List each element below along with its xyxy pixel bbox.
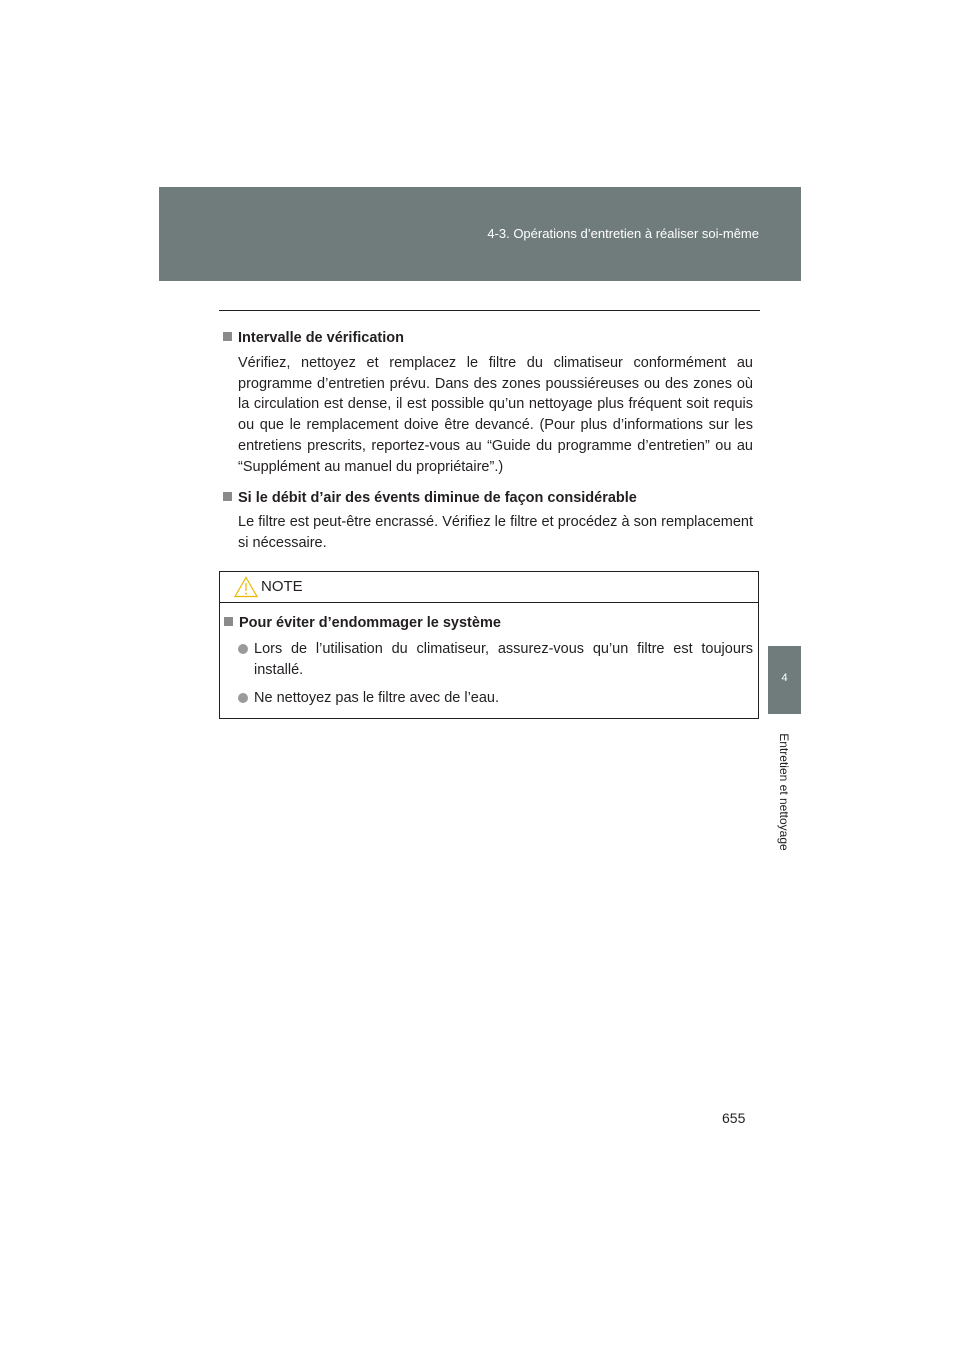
chapter-label: Entretien et nettoyage	[777, 733, 791, 851]
note-item-text: Ne nettoyez pas le filtre avec de l’eau.	[254, 690, 500, 707]
warning-triangle-icon	[234, 576, 258, 598]
section-heading-interval	[223, 328, 753, 349]
square-bullet-icon	[224, 617, 233, 626]
note-body	[224, 613, 753, 709]
dot-bullet-icon	[238, 644, 248, 654]
section-title: 4-3. Opérations d’entretien à réaliser soi-même	[487, 226, 759, 241]
chapter-number: 4	[781, 672, 788, 684]
note-box	[219, 571, 759, 719]
square-bullet-icon	[223, 332, 232, 341]
note-item	[238, 688, 753, 709]
note-label: NOTE	[261, 578, 303, 595]
section-heading-airflow	[223, 488, 753, 509]
header-band	[159, 187, 801, 281]
note-header	[220, 572, 758, 603]
note-item	[238, 639, 753, 681]
section-body-interval: Vérifiez, nettoyez et remplacez le filtre du climatiseur conformément au programme d’entretien prévu. Dans des zones poussiéreuses ou des zones où la circulation est dense, il est possible qu’un nettoyage plus fréquent soit requis ou que le remplacement doive être devancé. (Pour plus d’informations sur les entretiens prescrits, reportez-vous au “Guide du programme d’entretien” ou au “Supplément au manuel du propriétaire”.)	[238, 354, 753, 475]
dot-bullet-icon	[238, 693, 248, 703]
top-divider	[219, 310, 760, 311]
note-heading-text: Pour éviter d’endommager le système	[239, 615, 501, 631]
section-heading-text: Si le débit d’air des évents diminue de façon considérable	[238, 489, 637, 506]
main-content	[223, 328, 753, 554]
section-body-airflow: Le filtre est peut-être encrassé. Vérifiez le filtre et procédez à son remplacement si nécessaire.	[238, 514, 753, 552]
page-number: 655	[722, 1110, 746, 1126]
square-bullet-icon	[223, 492, 232, 501]
chapter-tab	[768, 646, 801, 714]
note-heading	[224, 613, 753, 634]
section-heading-text: Intervalle de vérification	[238, 330, 405, 346]
note-item-text: Lors de l’utilisation du climatiseur, assurez-vous qu’un filtre est toujours installé.	[254, 640, 753, 678]
